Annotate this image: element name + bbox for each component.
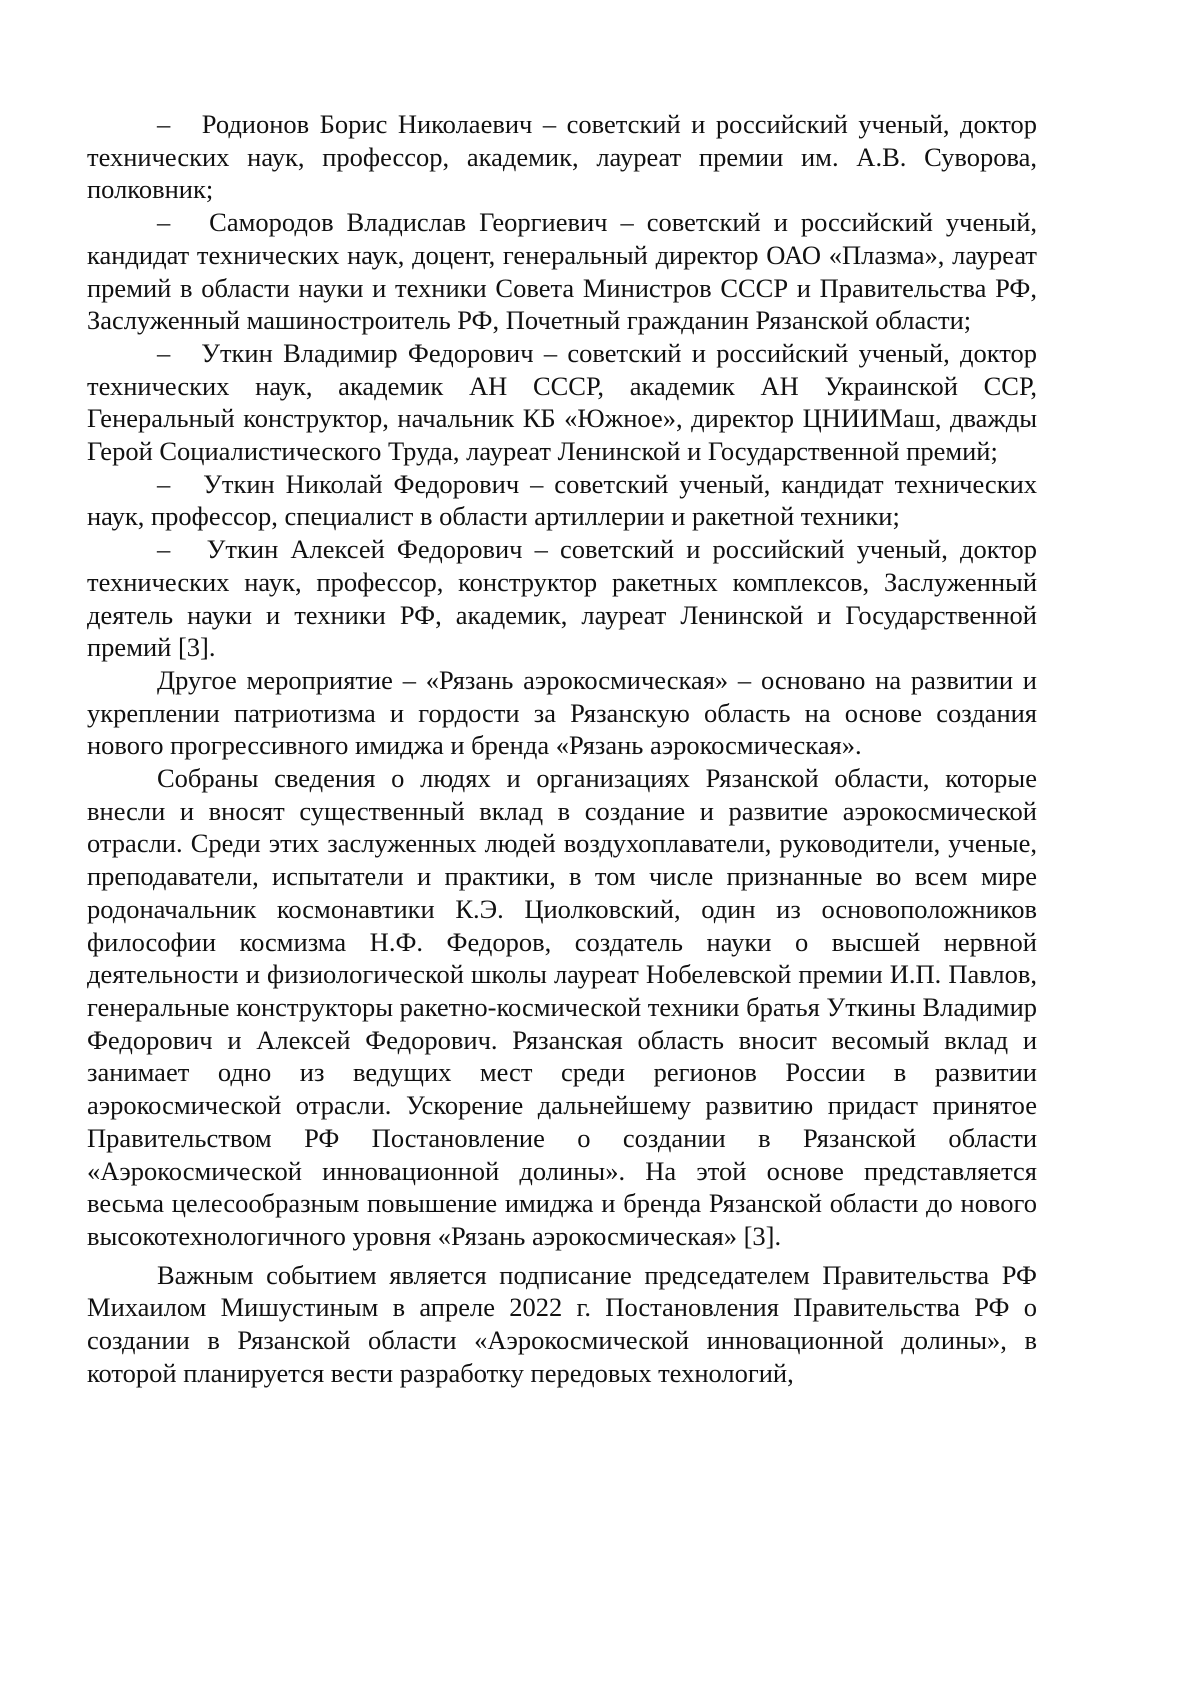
dash-marker: – xyxy=(157,338,170,368)
bullet-item-rodionov xyxy=(87,108,1037,206)
bullet-text: Уткин Алексей Федорович – советский и российский ученый, доктор технических наук, профессор, конструктор ракетных комплексов, Заслуженный деятель науки и техники РФ, академик, лауреат Ленинской и Государственной премий [3]. xyxy=(87,534,1037,662)
dash-marker: – xyxy=(157,469,170,499)
bullet-item-samorodov xyxy=(87,206,1037,337)
dash-marker: – xyxy=(157,109,170,139)
bullet-text: Самородов Владислав Георгиевич – советский и российский ученый, кандидат технических наук, доцент, генеральный директор ОАО «Плазма», лауреат премий в области науки и техники Совета Министров СССР и Правительства РФ, Заслуженный машиностроитель РФ, Почетный гражданин Рязанской области; xyxy=(87,207,1037,335)
bullet-item-utkin-vladimir xyxy=(87,337,1037,468)
bullet-text: Родионов Борис Николаевич – советский и российский ученый, доктор технических наук, профессор, академик, лауреат премии им. А.В. Суворова, полковник; xyxy=(87,109,1037,204)
bullet-text: Уткин Николай Федорович – советский ученый, кандидат технических наук, профессор, специалист в области артиллерии и ракетной техники; xyxy=(87,469,1037,532)
bullet-item-utkin-nikolay xyxy=(87,468,1037,533)
paragraph-important-event: Важным событием является подписание председателем Правительства РФ Михаилом Мишустиным в апреле 2022 г. Постановления Правительства РФ о создании в Рязанской области «Аэрокосмической инновационной долины», в которой планируется вести разработку передовых технологий, xyxy=(87,1259,1037,1390)
paragraph-collected-info: Собраны сведения о людях и организациях Рязанской области, которые внесли и вносят существенный вклад в создание и развитие аэрокосмической отрасли. Среди этих заслуженных людей воздухоплаватели, руководители, ученые, преподаватели, испытатели и практики, в том числе признанные во всем мире родоначальник космонавтики К.Э. Циолковский, один из основоположников философии космизма Н.Ф. Федоров, создатель науки о высшей нервной деятельности и физиологической школы лауреат Нобелевской премии И.П. Павлов, генеральные конструкторы ракетно-космической техники братья Уткины Владимир Федорович и Алексей Федорович. Рязанская область вносит весомый вклад и занимает одно из ведущих мест среди регионов России в развитии аэрокосмической отрасли. Ускорение дальнейшему развитию придаст принятое Правительством РФ Постановление о создании в Рязанской области «Аэрокосмической инновационной долины». На этой основе представляется весьма целесообразным повышение имиджа и бренда Рязанской области до нового высокотехнологичного уровня «Рязань аэрокосмическая» [3]. xyxy=(87,762,1037,1253)
document-page xyxy=(87,108,1037,1389)
bullet-text: Уткин Владимир Федорович – советский и российский ученый, доктор технических наук, академик АН СССР, академик АН Украинской ССР, Генеральный конструктор, начальник КБ «Южное», директор ЦНИИМаш, дважды Герой Социалистического Труда, лауреат Ленинской и Государственной премий; xyxy=(87,338,1037,466)
paragraph-ryazan-aerospace: Другое мероприятие – «Рязань аэрокосмическая» – основано на развитии и укреплении патриотизма и гордости за Рязанскую область на основе создания нового прогрессивного имиджа и бренда «Рязань аэрокосмическая». xyxy=(87,664,1037,762)
dash-marker: – xyxy=(157,534,170,564)
dash-marker: – xyxy=(157,207,170,237)
bullet-item-utkin-aleksey xyxy=(87,533,1037,664)
